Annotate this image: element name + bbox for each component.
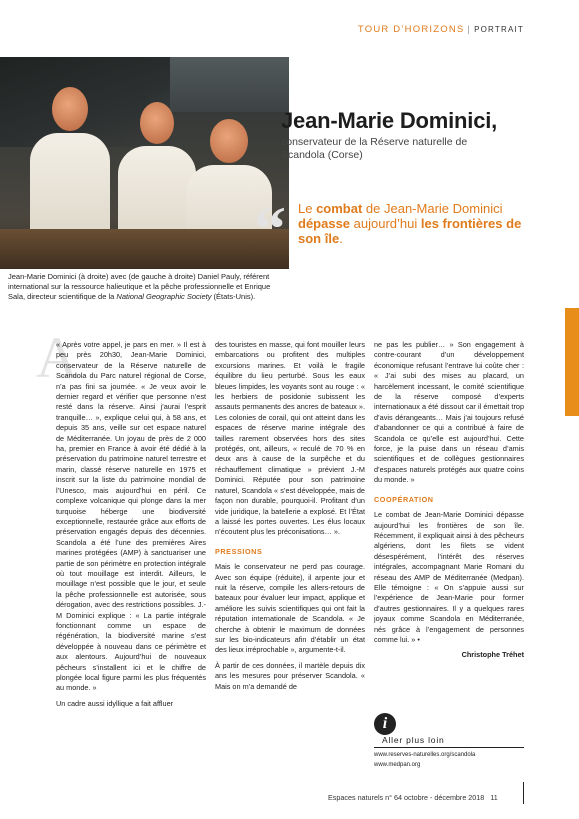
article-column-1 bbox=[56, 340, 206, 714]
portrait-photo bbox=[0, 57, 289, 269]
article-column-2 bbox=[215, 340, 365, 697]
header-separator: | bbox=[467, 24, 472, 35]
subsection-label: PORTRAIT bbox=[474, 25, 524, 34]
drop-cap: A bbox=[36, 325, 78, 390]
footer-divider bbox=[523, 782, 524, 804]
quote-mark-icon: “ bbox=[254, 193, 286, 264]
title-block bbox=[281, 108, 497, 162]
photo-caption: Jean-Marie Dominici (à droite) avec (de gauche à droite) Daniel Pauly, référent international sur la ressource halieutique et la pêche professionnelle et Enrique Sala, directeur scientifique de la National Geographic Society (États-Unis). bbox=[8, 272, 271, 301]
further-info-title: Aller plus loin bbox=[382, 735, 445, 745]
paragraph: À partir de ces données, il martèle depuis dix ans les mesures pour préserver Scandola. « Mais on m’a demandé de bbox=[215, 660, 365, 691]
photo-deck bbox=[0, 229, 289, 269]
section-label: TOUR D’HORIZONS bbox=[357, 24, 465, 35]
pull-quote: Le combat de Jean-Marie Dominici dépasse aujourd’hui les frontières de son île. bbox=[298, 201, 522, 246]
page-header bbox=[358, 24, 524, 35]
subtitle: conservateur de la Réserve naturelle de Scandola (Corse) bbox=[281, 136, 468, 161]
paragraph: Mais le conservateur ne perd pas courage. Avec son équipe (réduite), il arpente jour et nuit la réserve, compile les allers-retours de bateaux pour évaluer leur impact, applique et améliore les suivis scientifiques qui ont fait la réputation internationale de Scandola. « Je cherche à obtenir le maximum de données sur les bio-indicateurs afin d’établir un état des lieux irréprochable », argumente-t-il. bbox=[215, 562, 365, 655]
page-number: 11 bbox=[490, 793, 498, 802]
journal-issue: Espaces naturels n° 64 octobre - décembre 2018 bbox=[328, 793, 485, 802]
subheading-cooperation: COOPÉRATION bbox=[374, 494, 434, 504]
link-medpan[interactable]: www.medpan.org bbox=[374, 762, 421, 768]
article-column-3 bbox=[374, 340, 524, 661]
page-footer bbox=[328, 793, 498, 802]
paragraph: « Après votre appel, je pars en mer. » Il est à peu près 20h30, Jean-Marie Dominici, conservateur de la Réserve naturelle de Scandola du Parc naturel régional de Corse, n’a pas fini sa journée. « Je veux avoir le dernier regard et vérifier que personne n’est resté dans la réserve. Ainsi j’aurai l’esprit tranquille… », explique celui qui, à 58 ans, et depuis 35 ans, veille sur cet espace naturel de Méditerranée. Un joyau de près de 2 000 ha, premier en France à avoir été dédié à la préservation du patrimoine naturel terrestre et marin, classé réserve naturelle en 1975 et inscrit sur la liste du patrimoine mondial de l’Unesco, mais aujourd’hui en péril. Ce complexe volcanique qui plonge dans la mer turquoise héberge une biodiversité exceptionnelle, restaurée grâce aux efforts de préservation engagés depuis des décennies. Scandola a été l’une des premières Aires marines protégées (AMP) à sanctuariser une partie de son périmètre en protection intégrale où tout mouillage est interdit. Ailleurs, le mouillage n’est possible que le jour, et seule la pêche professionnelle est autorisée, sous dérogation, avec des restrictions possibles. J.-M Dominici explique : « La partie intégrale fonctionnant comme un espace de régénération, la biodiversité marine s’est développée à nouveau dans ce périmètre et aux alentours. Aujourd’hui de nouveaux pêcheurs s’installent ici et le chiffre de plongée local figure parmi les plus fréquentés au monde. » bbox=[56, 340, 206, 693]
paragraph: Le combat de Jean-Marie Dominici dépasse aujourd’hui les frontières de son île. Récemment, il expliquait ainsi à des pêcheurs algériens, dont les filets se vident désespérément, l’intérêt des réserves intégrales, accompagnant Marie Romani du réseau des AMP de Méditerranée (Medpan). Elle témoigne : « On s’appuie aussi sur l’expérience de Jean-Marie pour former d’autres gestionnaires. Il y a quelques rares joyaux comme Scandola en Méditerranée, nés grâce à l’engagement de personnes comme lui. » • bbox=[374, 510, 524, 644]
paragraph: des touristes en masse, qui font mouiller leurs embarcations ou profitent des multiples excursions marines. Et voilà le fragile équilibre du lieu perturbé. Sous les eaux bleues limpides, les voyants sont au rouge : « les herbiers de posidonie subissent les assauts permanents des ancres de bateaux ». Les colonies de corail, qui ont atteint dans les espaces de réserve marine intégrale des tailles rarement observées hors des sites protégés, ont, ailleurs, « reculé de 70 % en deux ans à cause de la surpêche et du réchauffement climatique » prévient J.-M Dominici. Réputée pour son patrimoine naturel, Scandola « s’est développée, mais de façon non durable, pourquoi-il. Profitant d’un vide juridique, la batellerie a explosé. Et l’État a laissé les portes ouvertes. Les élus locaux n’écoutent plus les préconisations… ». bbox=[215, 340, 365, 537]
page-title: Jean-Marie Dominici, bbox=[281, 108, 498, 133]
subheading-pressions: PRESSIONS bbox=[215, 546, 263, 556]
link-list bbox=[374, 750, 475, 770]
divider bbox=[374, 747, 524, 748]
side-tab bbox=[565, 308, 579, 416]
paragraph: Un cadre aussi idyllique a fait affluer bbox=[56, 698, 174, 708]
info-icon: i bbox=[374, 713, 396, 735]
paragraph: ne pas les publier… » Son engagement à contre-courant d’un développement économique refusant l’entrave lui coûte cher : « J’ai subi des mises au placard, un harcèlement incessant, le comité scientifique de la réserve composé d’experts internationaux a été dissout car il émettait trop d’avis dérangeants… Mais j’ai toujours refusé d’abandonner ce qui a contribué à faire de Scandola ce qu’elle est aujourd’hui. Cette force, je la puise dans un réseau d’amis scientifiques et de collègues gestionnaires d’espaces naturels protégés aux quatre coins du monde. » bbox=[374, 340, 524, 485]
author-signature: Christophe Tréhet bbox=[461, 650, 524, 660]
link-scandola[interactable]: www.reserves-naturelles.org/scandola bbox=[374, 752, 476, 758]
